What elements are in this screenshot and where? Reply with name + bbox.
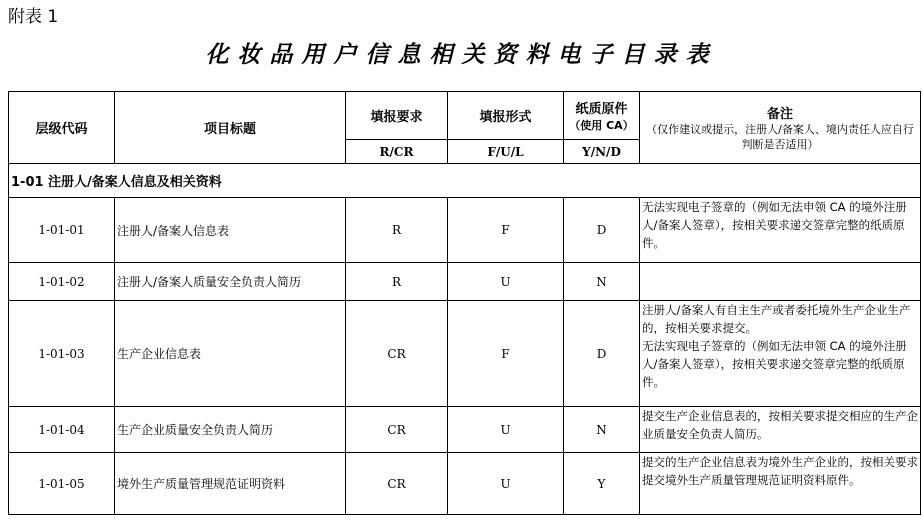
header-fill-requirement: 填报要求 xyxy=(346,92,448,140)
header-paper-original-line2: （使用 CA） xyxy=(569,119,634,132)
row-paper: N xyxy=(564,407,640,453)
header-remarks-desc: （仅作建议或提示，注册人/备案人、境内责任人应自行判断是否适用） xyxy=(646,123,914,151)
row-requirement: CR xyxy=(346,453,448,515)
table-row xyxy=(9,301,921,407)
row-remarks xyxy=(640,198,921,263)
section-label: 1-01 注册人/备案人信息及相关资料 xyxy=(9,164,921,198)
document-title: 化妆品用户信息相关资料电子目录表 xyxy=(205,41,718,68)
row-remark-line: 提交的生产企业信息表为境外生产企业的，按相关要求提交境外生产质量管理规范证明资料原件。 xyxy=(642,455,918,487)
row-requirement: CR xyxy=(346,301,448,407)
row-code: 1-01-02 xyxy=(9,263,115,301)
header-level-code: 层级代码 xyxy=(9,92,115,164)
header-paper-codes: Y/N/D xyxy=(564,140,640,164)
row-remark-line: 无法实现电子签章的（例如无法申领 CA 的境外注册人/备案人签章），按相关要求递交签章完整的纸质原件。 xyxy=(642,200,907,250)
header-paper-original-line1: 纸质原件 xyxy=(575,102,628,117)
row-code: 1-01-01 xyxy=(9,198,115,263)
row-form: F xyxy=(448,198,564,263)
row-paper: N xyxy=(564,263,640,301)
row-paper: D xyxy=(564,198,640,263)
row-remarks xyxy=(640,407,921,453)
row-requirement: R xyxy=(346,263,448,301)
row-remark-line: 提交生产企业信息表的，按相关要求提交相应的生产企业质量安全负责人简历。 xyxy=(642,409,918,441)
row-paper: D xyxy=(564,301,640,407)
table-row xyxy=(9,198,921,263)
header-form-codes: F/U/L xyxy=(448,140,564,164)
table-header-row xyxy=(9,92,921,140)
row-requirement: CR xyxy=(346,407,448,453)
row-title: 生产企业质量安全负责人简历 xyxy=(115,407,346,453)
table-row xyxy=(9,453,921,515)
row-remarks xyxy=(640,453,921,515)
row-form: U xyxy=(448,453,564,515)
row-paper: Y xyxy=(564,453,640,515)
row-remarks xyxy=(640,301,921,407)
row-code: 1-01-04 xyxy=(9,407,115,453)
row-form: F xyxy=(448,301,564,407)
row-title: 生产企业信息表 xyxy=(115,301,346,407)
row-remark-line: 注册人/备案人有自主生产或者委托境外生产企业生产的，按相关要求提交。 xyxy=(642,303,911,335)
row-title: 境外生产质量管理规范证明资料 xyxy=(115,453,346,515)
attachment-label: 附表 1 xyxy=(8,7,59,27)
header-fill-form: 填报形式 xyxy=(448,92,564,140)
section-row xyxy=(9,164,921,198)
row-requirement: R xyxy=(346,198,448,263)
table-row xyxy=(9,263,921,301)
catalog-table xyxy=(8,91,921,515)
header-item-title: 项目标题 xyxy=(115,92,346,164)
row-title: 注册人/备案人信息表 xyxy=(115,198,346,263)
header-remarks-title: 备注 xyxy=(766,107,793,122)
row-form: U xyxy=(448,263,564,301)
row-title: 注册人/备案人质量安全负责人简历 xyxy=(115,263,346,301)
row-code: 1-01-03 xyxy=(9,301,115,407)
row-code: 1-01-05 xyxy=(9,453,115,515)
header-requirement-codes: R/CR xyxy=(346,140,448,164)
header-remarks xyxy=(640,92,921,164)
row-remarks xyxy=(640,263,921,301)
header-paper-original xyxy=(564,92,640,140)
row-remark-line: 无法实现电子签章的（例如无法申领 CA 的境外注册人/备案人签章），按相关要求递交签章完整的纸质原件。 xyxy=(642,339,907,389)
table-row xyxy=(9,407,921,453)
row-form: U xyxy=(448,407,564,453)
